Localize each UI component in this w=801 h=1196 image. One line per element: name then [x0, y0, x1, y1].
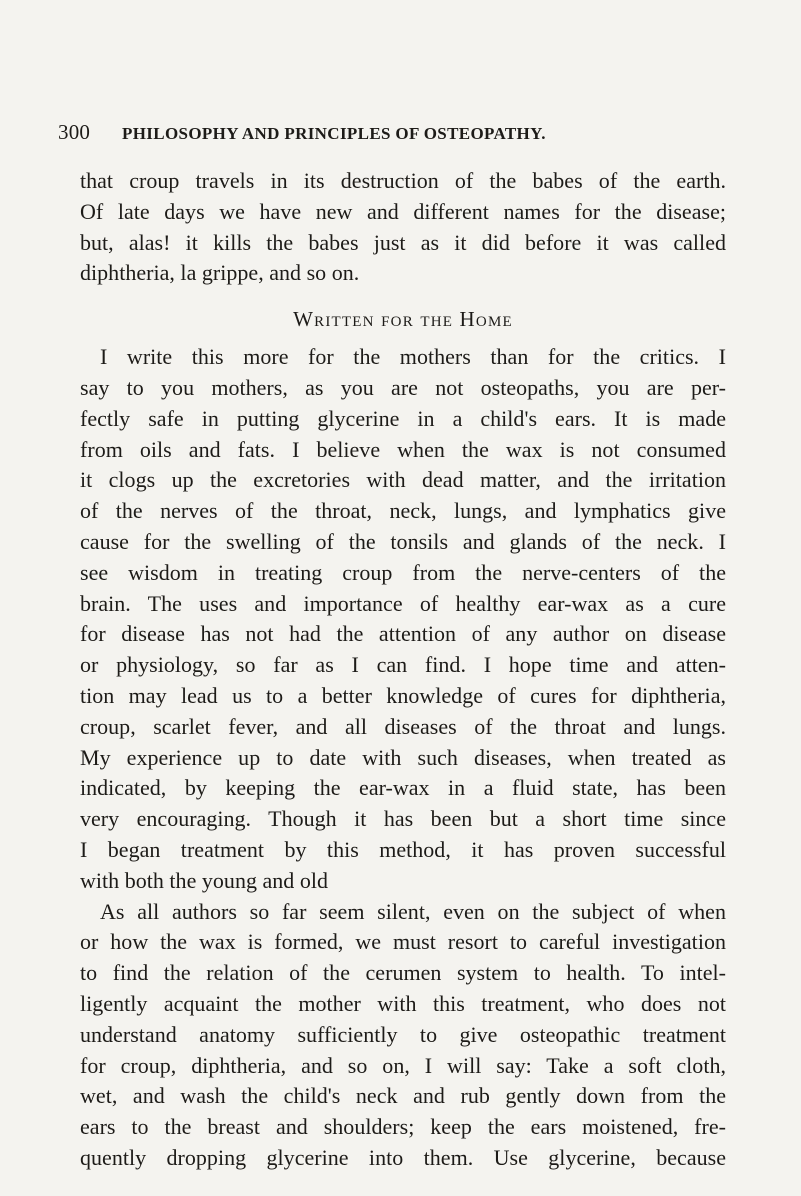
text-line: I began treatment by this method, it has proven successful: [80, 836, 726, 862]
running-header: [58, 120, 758, 150]
text-line: ears to the breast and shoulders; keep the ears moistened, fre-: [80, 1114, 726, 1140]
text-line: fectly safe in putting glycerine in a child's ears. It is made: [80, 405, 726, 431]
text-line: quently dropping glycerine into them. Use glycerine, because: [80, 1144, 726, 1170]
text-line: Of late days we have new and different names for the disease;: [80, 198, 726, 224]
text-line: it clogs up the excretories with dead matter, and the irritation: [80, 467, 726, 493]
text-line: I write this more for the mothers than for the critics. I: [100, 344, 726, 370]
text-line: brain. The uses and importance of healthy ear-wax as a cure: [80, 590, 726, 616]
text-line: croup, scarlet fever, and all diseases of the throat and lungs.: [80, 713, 726, 739]
body-text: [80, 166, 726, 1174]
text-line: As all authors so far seem silent, even on the subject of when: [100, 898, 726, 924]
page-number: 300: [58, 120, 91, 144]
text-line: say to you mothers, as you are not osteopaths, you are per-: [80, 374, 726, 400]
running-title: PHILOSOPHY AND PRINCIPLES OF OSTEOPATHY.: [122, 124, 546, 143]
paragraph-1: [80, 166, 726, 289]
text-line: very encouraging. Though it has been but a short time since: [80, 806, 726, 832]
text-line: of the nerves of the throat, neck, lungs, and lymphatics give: [80, 498, 726, 524]
text-line: ligently acquaint the mother with this treatment, who does not: [80, 990, 726, 1016]
paragraph-2: [80, 342, 726, 896]
text-line: for croup, diphtheria, and so on, I will say: Take a soft cloth,: [80, 1052, 726, 1078]
text-line: understand anatomy sufficiently to give osteopathic treatment: [80, 1021, 726, 1047]
text-line: see wisdom in treating croup from the nerve-centers of the: [80, 559, 726, 585]
text-line: tion may lead us to a better knowledge of cures for diphtheria,: [80, 682, 726, 708]
paragraph-3: [80, 897, 726, 1174]
text-line: from oils and fats. I believe when the wax is not consumed: [80, 436, 726, 462]
text-line: that croup travels in its destruction of the babes of the earth.: [80, 168, 726, 193]
text-line: My experience up to date with such diseases, when treated as: [80, 744, 726, 770]
text-line: wet, and wash the child's neck and rub gently down from the: [80, 1083, 726, 1109]
text-line: diphtheria, la grippe, and so on.: [80, 260, 360, 286]
text-line: for disease has not had the attention of any author on disease: [80, 621, 726, 647]
text-line: or how the wax is formed, we must resort to careful investigation: [80, 929, 726, 955]
section-heading: Written for the Home: [293, 307, 513, 332]
text-line: cause for the swelling of the tonsils and glands of the neck. I: [80, 528, 726, 554]
text-line: indicated, by keeping the ear-wax in a fluid state, has been: [80, 775, 726, 801]
text-line: with both the young and old: [80, 867, 329, 893]
text-line: or physiology, so far as I can find. I hope time and atten-: [80, 652, 726, 678]
text-line: but, alas! it kills the babes just as it did before it was called: [80, 229, 726, 255]
text-line: to find the relation of the cerumen system to health. To intel-: [80, 960, 726, 986]
